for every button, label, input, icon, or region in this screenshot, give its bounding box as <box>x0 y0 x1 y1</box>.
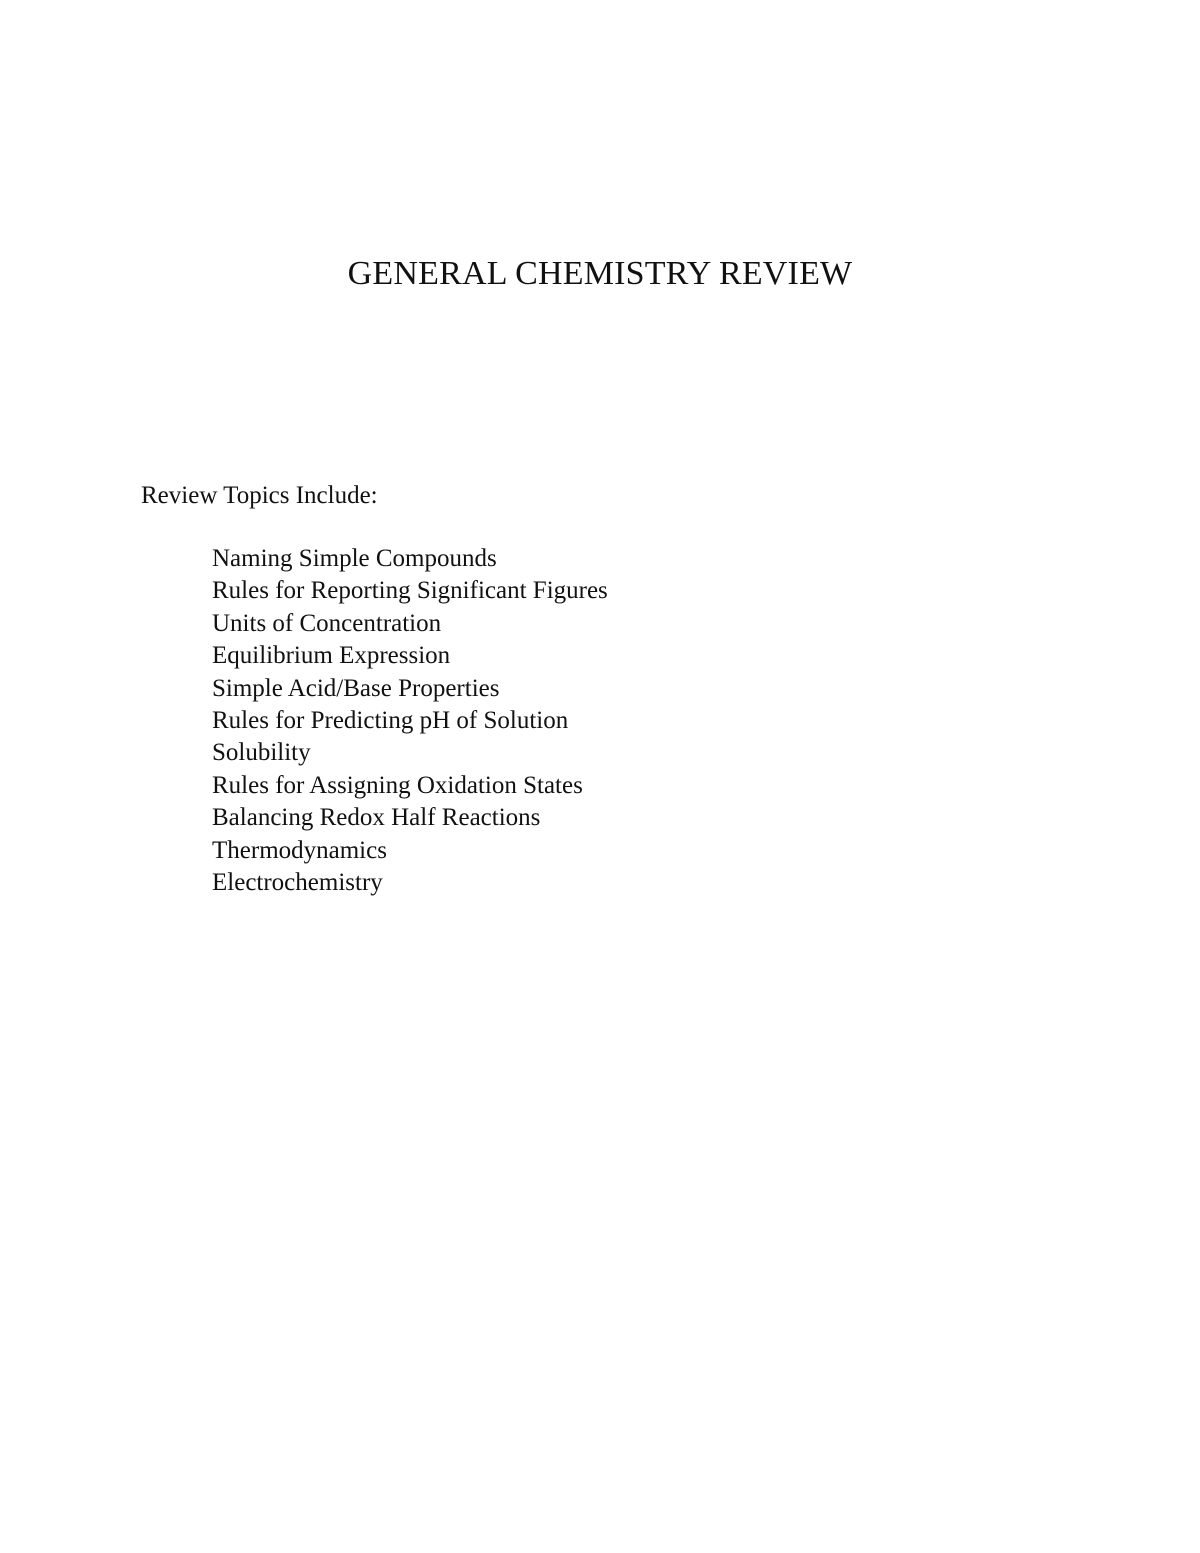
topic-item: Rules for Reporting Significant Figures <box>212 577 608 605</box>
topics-intro: Review Topics Include: <box>141 482 378 509</box>
topic-item: Solubility <box>212 739 311 767</box>
topic-item: Simple Acid/Base Properties <box>212 674 500 702</box>
topic-item: Units of Concentration <box>212 609 442 637</box>
topic-item: Equilibrium Expression <box>212 642 451 670</box>
topic-item: Electrochemistry <box>212 869 383 897</box>
topics-list <box>212 543 608 899</box>
topic-item: Rules for Predicting pH of Solution <box>212 707 569 735</box>
topic-item: Naming Simple Compounds <box>212 545 497 572</box>
topic-item: Thermodynamics <box>212 836 387 864</box>
document-title: GENERAL CHEMISTRY REVIEW <box>347 255 853 292</box>
topic-item: Balancing Redox Half Reactions <box>212 804 541 832</box>
topic-item: Rules for Assigning Oxidation States <box>212 771 583 799</box>
